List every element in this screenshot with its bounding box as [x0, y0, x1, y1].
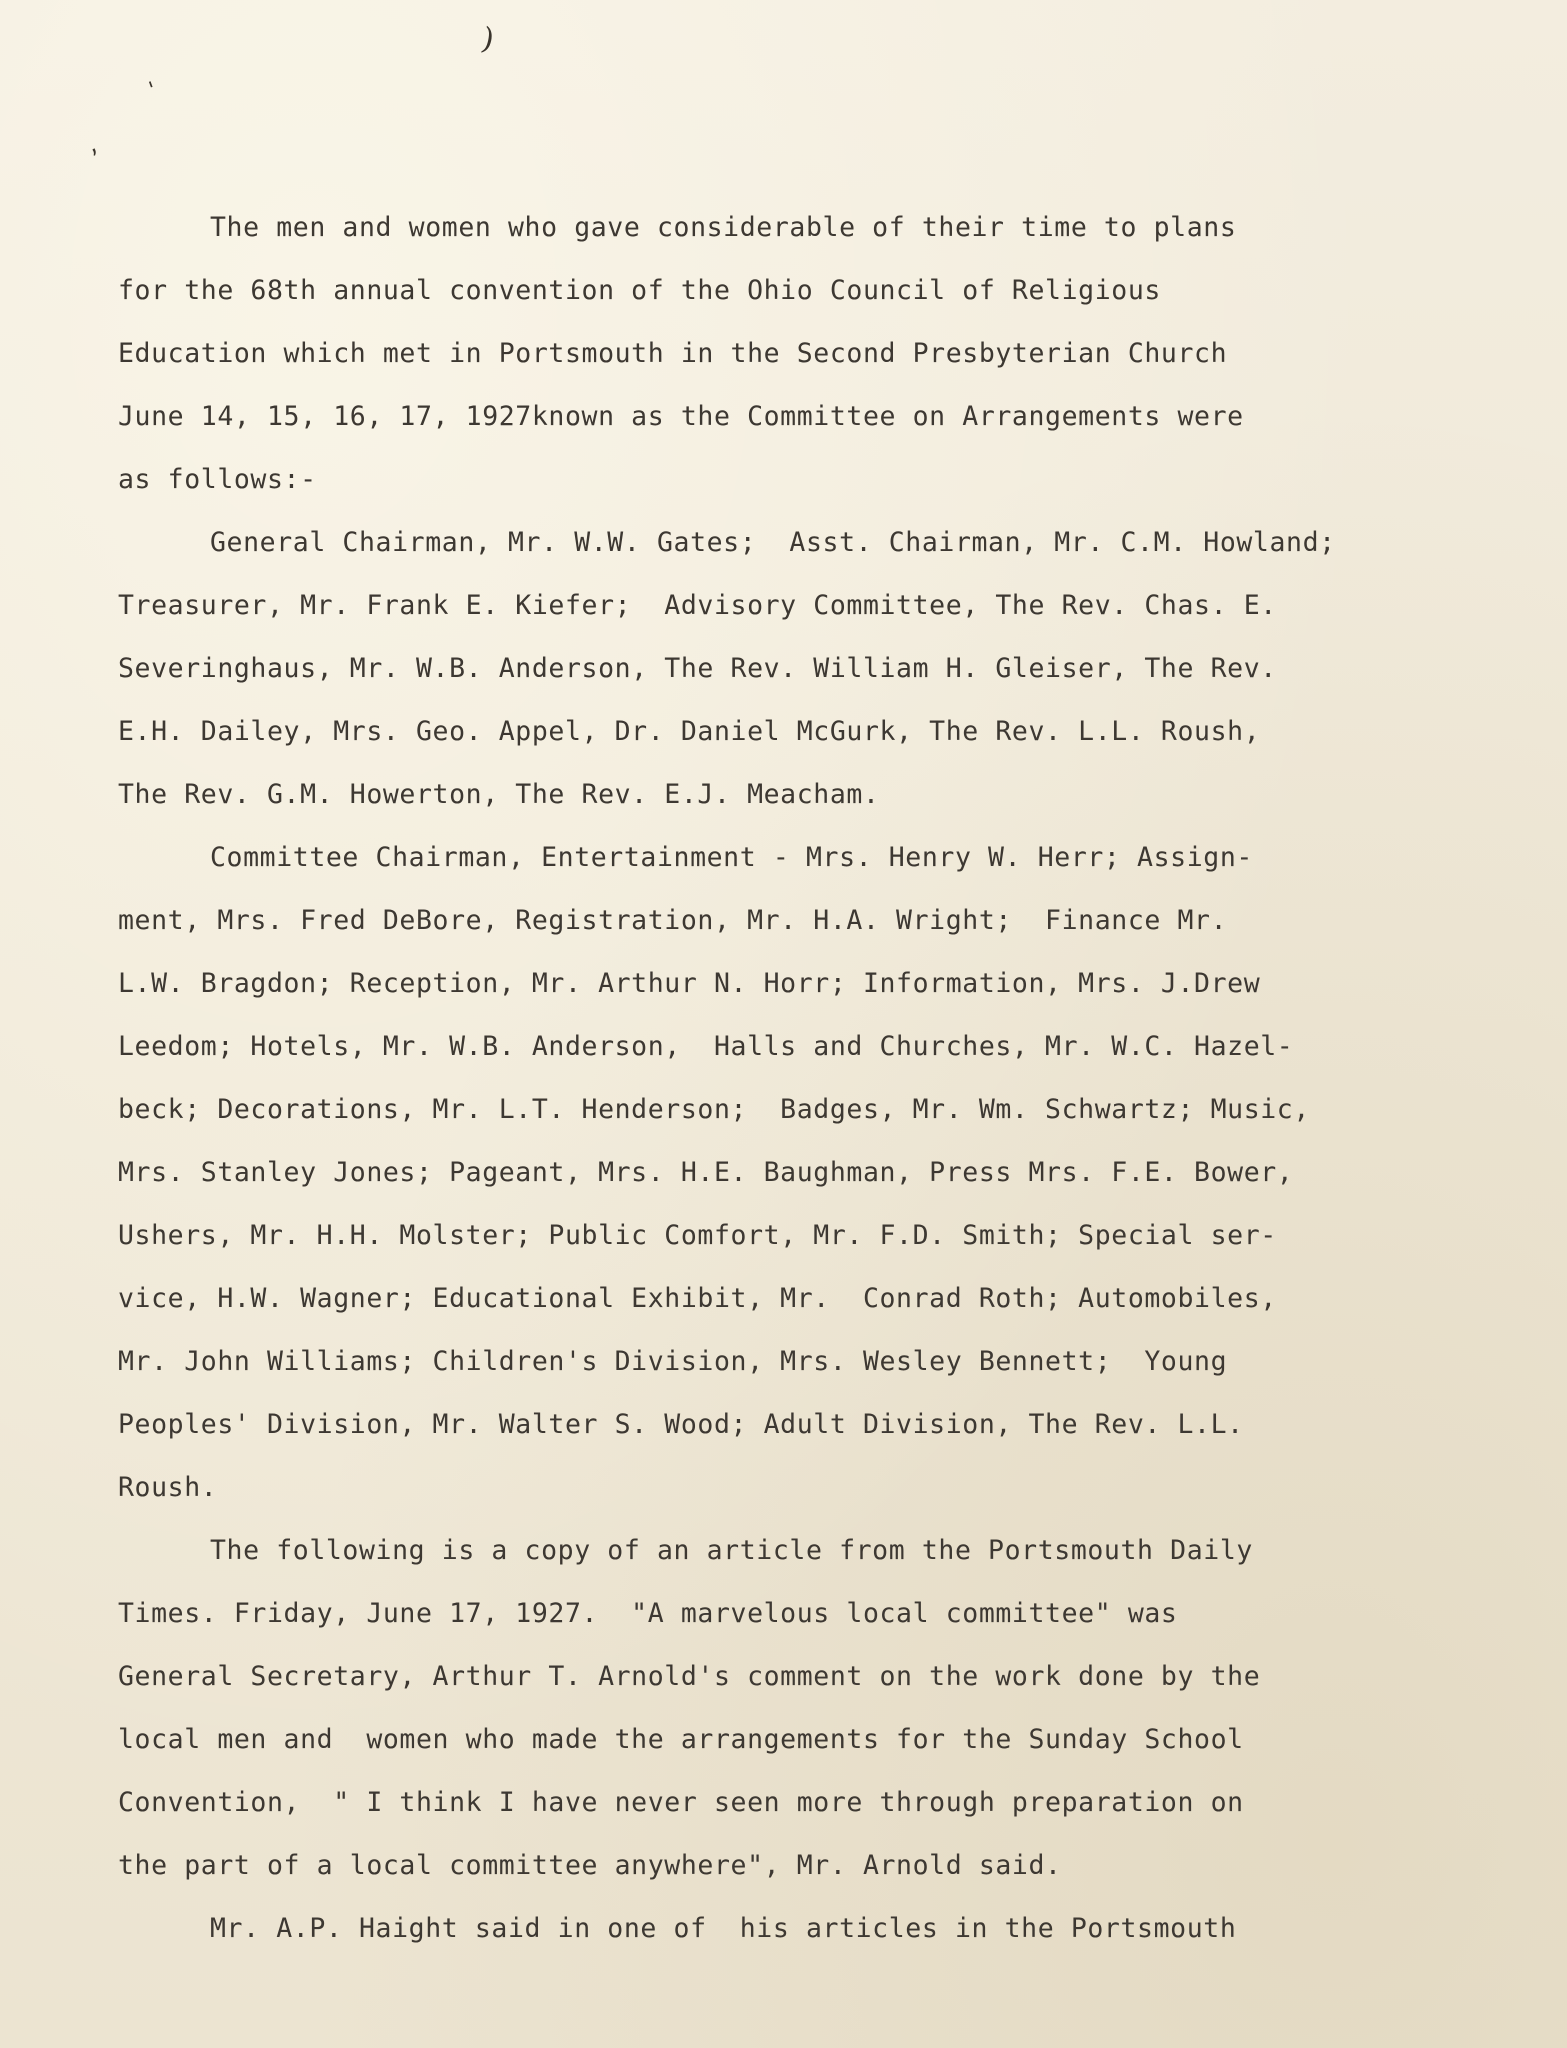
margin-mark-left-1: '	[145, 77, 161, 104]
paragraph-1-line-5: as follows:-	[118, 464, 317, 495]
paragraph-3-line-1: Committee Chairman, Entertainment - Mrs. Henry W. Herr; Assign-	[210, 842, 1253, 873]
paragraph-4-line-3: General Secretary, Arthur T. Arnold's comment on the work done by the	[118, 1661, 1261, 1692]
paragraph-2-line-2: Treasurer, Mr. Frank E. Kiefer; Advisory Committee, The Rev. Chas. E.	[118, 590, 1277, 621]
paragraph-2-line-5: The Rev. G.M. Howerton, The Rev. E.J. Meacham.	[118, 779, 880, 810]
paragraph-1-line-4: June 14, 15, 16, 17, 1927known as the Committee on Arrangements were	[118, 401, 1244, 432]
paragraph-3-line-6: Mrs. Stanley Jones; Pageant, Mrs. H.E. Baughman, Press Mrs. F.E. Bower,	[118, 1157, 1294, 1188]
paragraph-3-line-10: Peoples' Division, Mr. Walter S. Wood; Adult Division, The Rev. L.L.	[118, 1409, 1244, 1440]
margin-mark-top: )	[478, 21, 498, 58]
paragraph-2-line-1: General Chairman, Mr. W.W. Gates; Asst. Chairman, Mr. C.M. Howland;	[210, 527, 1336, 558]
paragraph-3-line-2: ment, Mrs. Fred DeBore, Registration, Mr. H.A. Wright; Finance Mr.	[118, 905, 1228, 936]
margin-mark-left-2: ,	[78, 130, 103, 160]
paragraph-3-line-11: Roush.	[118, 1472, 218, 1503]
paragraph-5-line-1: Mr. A.P. Haight said in one of his articles in the Portsmouth	[210, 1913, 1237, 1944]
paragraph-3-line-8: vice, H.W. Wagner; Educational Exhibit, Mr. Conrad Roth; Automobiles,	[118, 1283, 1277, 1314]
paragraph-4-line-1: The following is a copy of an article from the Portsmouth Daily	[210, 1535, 1253, 1566]
paragraph-4-line-2: Times. Friday, June 17, 1927. "A marvelous local committee" was	[118, 1598, 1178, 1629]
paragraph-1-line-3: Education which met in Portsmouth in the Second Presbyterian Church	[118, 338, 1228, 369]
paragraph-4-line-4: local men and women who made the arrangements for the Sunday School	[118, 1724, 1244, 1755]
paragraph-3-line-5: beck; Decorations, Mr. L.T. Henderson; Badges, Mr. Wm. Schwartz; Music,	[118, 1094, 1310, 1125]
document-body	[118, 196, 1488, 1960]
paragraph-4-line-5: Convention, " I think I have never seen more through preparation on	[118, 1787, 1244, 1818]
paragraph-4-line-6: the part of a local committee anywhere", Mr. Arnold said.	[118, 1850, 1062, 1881]
paragraph-3-line-7: Ushers, Mr. H.H. Molster; Public Comfort, Mr. F.D. Smith; Special ser-	[118, 1220, 1277, 1251]
paragraph-1-line-1: The men and women who gave considerable of their time to plans	[210, 212, 1237, 243]
paragraph-3-line-4: Leedom; Hotels, Mr. W.B. Anderson, Halls and Churches, Mr. W.C. Hazel-	[118, 1031, 1294, 1062]
paragraph-3-line-9: Mr. John Williams; Children's Division, Mrs. Wesley Bennett; Young	[118, 1346, 1228, 1377]
paragraph-2-line-4: E.H. Dailey, Mrs. Geo. Appel, Dr. Daniel McGurk, The Rev. L.L. Roush,	[118, 716, 1261, 747]
paragraph-1-line-2: for the 68th annual convention of the Ohio Council of Religious	[118, 275, 1161, 306]
paragraph-3-line-3: L.W. Bragdon; Reception, Mr. Arthur N. Horr; Information, Mrs. J.Drew	[118, 968, 1261, 999]
paragraph-2-line-3: Severinghaus, Mr. W.B. Anderson, The Rev. William H. Gleiser, The Rev.	[118, 653, 1277, 684]
